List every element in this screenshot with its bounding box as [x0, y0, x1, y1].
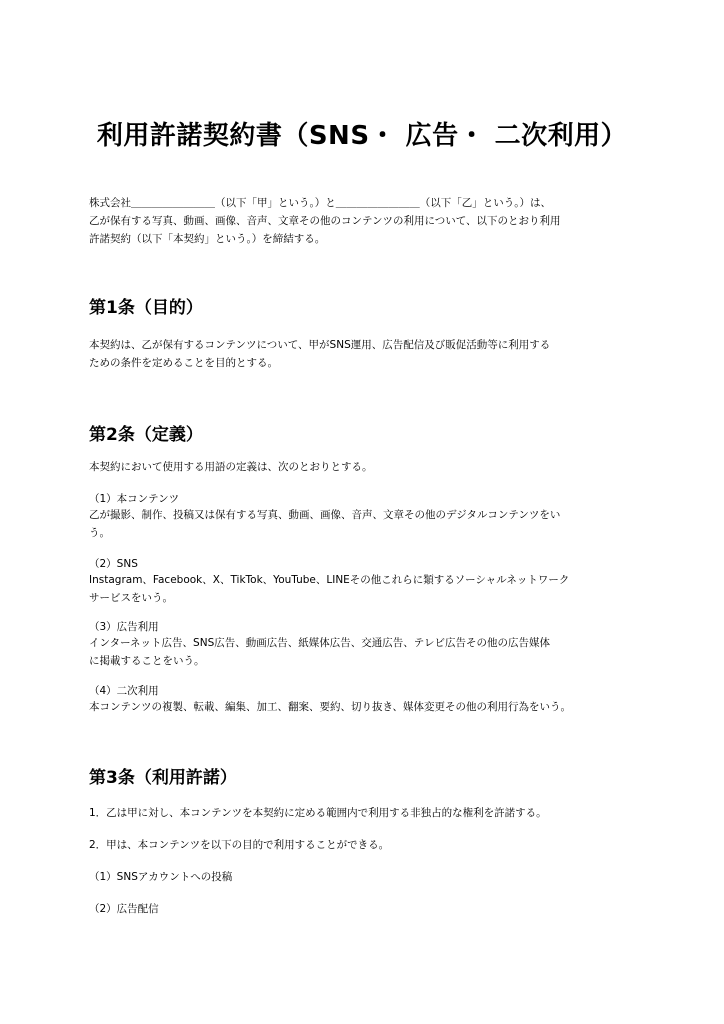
article3-heading: 第3条（利用許諾）: [89, 768, 237, 788]
definition-label: （3）広告利用: [89, 621, 159, 633]
article1-heading: 第1条（目的）: [89, 298, 203, 318]
article3-clause1: 1．乙は甲に対し、本コンテンツを本契約に定める範囲内で利用する非独占的な権利を許諾する。: [89, 807, 547, 819]
definition-label: （2）SNS: [89, 558, 138, 570]
article3-purpose: （2）広告配信: [89, 903, 159, 915]
article3-purpose: （1）SNSアカウントへの投稿: [89, 871, 233, 883]
definition-text: 本コンテンツの複製、転載、編集、加工、翻案、要約、切り抜き、媒体変更その他の利用行為をいう。: [89, 701, 572, 713]
article2-heading: 第2条（定義）: [89, 425, 203, 445]
document-title: 利用許諾契約書（SNS・ 広告・ 二次利用）: [96, 121, 628, 151]
definition-label: （1）本コンテンツ: [89, 493, 180, 505]
article2-intro: 本契約において使用する用語の定義は、次のとおりとする。: [89, 461, 373, 473]
definition-label: （4）二次利用: [89, 685, 159, 697]
definition-text: インターネット広告、SNS広告、動画広告、紙媒体広告、交通広告、テレビ広告その他の広告媒体 に掲載することをいう。: [89, 637, 551, 667]
definition-text: 乙が撮影、制作、投稿又は保有する写真、動画、画像、音声、文章その他のデジタルコンテンツをい う。: [89, 509, 561, 539]
article3-clause2: 2．甲は、本コンテンツを以下の目的で利用することができる。: [89, 839, 390, 851]
definition-text: Instagram、Facebook、X、TikTok、YouTube、LINEその他これらに類するソーシャルネットワーク サービスをいう。: [89, 574, 570, 604]
preamble: 株式会社＿＿＿＿＿＿＿＿（以下「甲」という。）と＿＿＿＿＿＿＿＿（以下「乙」という。）は、 乙が保有する写真、動画、画像、音声、文章その他のコンテンツの利用について、以下のとおり利用 許諾契約（以下「本契約」という。）を締結する。: [89, 197, 561, 245]
article1-text: 本契約は、乙が保有するコンテンツについて、甲がSNS運用、広告配信及び販促活動等に利用する ための条件を定めることを目的とする。: [89, 339, 551, 369]
